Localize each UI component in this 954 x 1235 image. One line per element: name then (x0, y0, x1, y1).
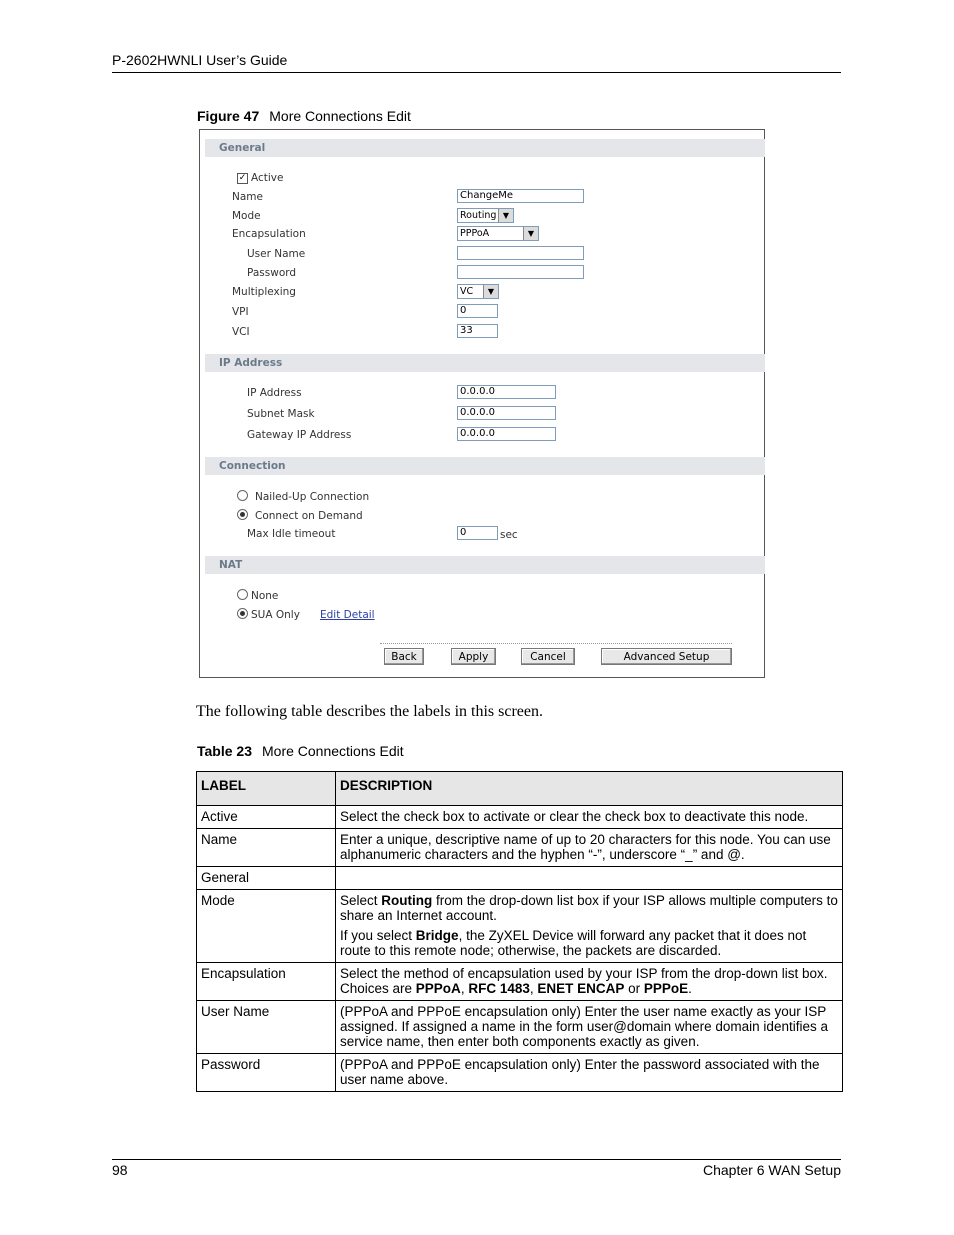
chevron-down-icon: ▼ (523, 227, 538, 240)
bold-term: RFC 1483 (468, 981, 530, 996)
mode-label: Mode (232, 210, 261, 222)
table-row (197, 890, 843, 963)
username-input[interactable] (457, 246, 584, 260)
bold-term: PPPoA (415, 981, 461, 996)
encapsulation-value: PPPoA (460, 228, 490, 239)
table-header-row (197, 772, 843, 806)
section-ip-title: IP Address (219, 357, 283, 369)
text: from the drop-down list box if your ISP allows multiple computers to share an Internet account. (340, 893, 838, 923)
figure-caption (197, 108, 411, 124)
password-label: Password (247, 267, 297, 279)
row-description (336, 963, 843, 1001)
ip-address-input[interactable]: 0.0.0.0 (457, 385, 556, 399)
chapter-title: Chapter 6 WAN Setup (703, 1162, 841, 1178)
chevron-down-icon: ▼ (483, 285, 498, 298)
row-description (336, 890, 843, 963)
row-description: Select the check box to activate or clear the check box to deactivate this node. (336, 806, 843, 829)
gateway-label: Gateway IP Address (247, 429, 352, 441)
connect-on-demand-radio[interactable] (237, 509, 248, 520)
cancel-button[interactable]: Cancel (521, 648, 575, 665)
password-input[interactable] (457, 265, 584, 279)
table-row (197, 867, 843, 890)
multiplexing-label: Multiplexing (232, 286, 296, 298)
nailed-up-label: Nailed-Up Connection (255, 491, 370, 503)
header-label: LABEL (197, 772, 336, 806)
row-description (336, 867, 843, 890)
text: Select the method of encapsulation used by your ISP from the drop-down list box. Choices are (340, 966, 828, 996)
row-description: Enter a unique, descriptive name of up to 20 characters for this node. You can use alphanumeric characters and the hyphen “-”, underscore “_” and @. (336, 829, 843, 867)
section-connection-title: Connection (219, 460, 286, 472)
row-label: Encapsulation (197, 963, 336, 1001)
active-checkbox[interactable]: ✓ (238, 173, 247, 183)
mode-desc-para-1 (340, 893, 838, 923)
divider (380, 643, 732, 644)
text: If you select (340, 928, 416, 943)
row-description: (PPPoA and PPPoE encapsulation only) Enter the password associated with the user name above. (336, 1054, 843, 1092)
encapsulation-label: Encapsulation (232, 228, 306, 240)
mode-value: Routing (460, 210, 497, 221)
table-row (197, 806, 843, 829)
name-input[interactable]: ChangeMe (457, 189, 584, 203)
subnet-mask-input[interactable]: 0.0.0.0 (457, 406, 556, 420)
connect-on-demand-label: Connect on Demand (255, 510, 363, 522)
ip-address-label: IP Address (247, 387, 302, 399)
text: Select (340, 893, 382, 908)
row-description: (PPPoA and PPPoE encapsulation only) Enter the user name exactly as your ISP assigned. If assigned a name in the form user@domain where domain identifies a service name, then enter both components exactly as given. (336, 1001, 843, 1054)
section-connection (205, 457, 765, 475)
nat-sua-label: SUA Only (251, 609, 300, 621)
header-rule (112, 72, 841, 73)
figure-title: More Connections Edit (269, 108, 411, 124)
apply-button[interactable]: Apply (451, 648, 496, 665)
row-label: Name (197, 829, 336, 867)
header-description: DESCRIPTION (336, 772, 843, 806)
bold-term: ENET ENCAP (537, 981, 625, 996)
row-label: General (197, 867, 336, 890)
back-button[interactable]: Back (384, 648, 424, 665)
vci-input[interactable]: 33 (457, 324, 498, 338)
section-ip-address (205, 354, 765, 372)
edit-detail-link[interactable]: Edit Detail (320, 609, 375, 621)
vpi-label: VPI (232, 306, 249, 318)
vpi-input[interactable]: 0 (457, 304, 498, 318)
section-general-title: General (219, 142, 266, 154)
username-label: User Name (247, 248, 306, 260)
table-row (197, 829, 843, 867)
text: , the ZyXEL Device will forward any packet that it does not route to this remote node; otherwise, the packets are discarded. (340, 928, 807, 958)
more-connections-edit-screen (199, 129, 765, 678)
bold-term: PPPoE (643, 981, 689, 996)
row-label: User Name (197, 1001, 336, 1054)
max-idle-label: Max Idle timeout (247, 528, 336, 540)
mode-desc-para-2 (340, 928, 838, 958)
section-general (205, 139, 765, 157)
active-label: Active (251, 172, 284, 184)
text: , (460, 981, 469, 996)
footer-rule (112, 1159, 841, 1160)
row-label: Active (197, 806, 336, 829)
gateway-input[interactable]: 0.0.0.0 (457, 427, 556, 441)
guide-title: P-2602HWNLI User’s Guide (112, 52, 288, 68)
bold-term: Routing (381, 893, 433, 908)
multiplexing-select[interactable] (457, 284, 499, 299)
advanced-setup-button[interactable]: Advanced Setup (601, 648, 732, 665)
chevron-down-icon: ▼ (498, 209, 513, 222)
text: or (624, 981, 644, 996)
table-label: Table 23 (197, 743, 252, 759)
mode-select[interactable] (457, 208, 514, 223)
subnet-mask-label: Subnet Mask (247, 408, 315, 420)
text: , (529, 981, 538, 996)
body-paragraph: The following table describes the labels in this screen. (196, 703, 544, 720)
section-nat (205, 556, 765, 574)
table-title: More Connections Edit (262, 743, 404, 759)
max-idle-input[interactable]: 0 (457, 526, 498, 540)
text: . (688, 981, 692, 996)
table-row (197, 1001, 843, 1054)
bold-term: Bridge (415, 928, 459, 943)
table-row (197, 1054, 843, 1092)
name-label: Name (232, 191, 263, 203)
labels-table (196, 771, 843, 1092)
figure-label: Figure 47 (197, 108, 260, 124)
row-label: Password (197, 1054, 336, 1092)
vci-label: VCI (232, 326, 250, 338)
nat-sua-radio[interactable] (237, 608, 248, 619)
nat-none-radio[interactable] (237, 589, 248, 600)
page-number: 98 (112, 1162, 128, 1178)
table-row (197, 963, 843, 1001)
encapsulation-select[interactable] (457, 226, 539, 241)
nat-none-label: None (251, 590, 279, 602)
row-label: Mode (197, 890, 336, 963)
multiplexing-value: VC (460, 286, 474, 297)
sec-unit: sec (500, 529, 518, 541)
nailed-up-radio[interactable] (237, 490, 248, 501)
section-nat-title: NAT (219, 559, 243, 571)
table-caption (197, 743, 404, 759)
